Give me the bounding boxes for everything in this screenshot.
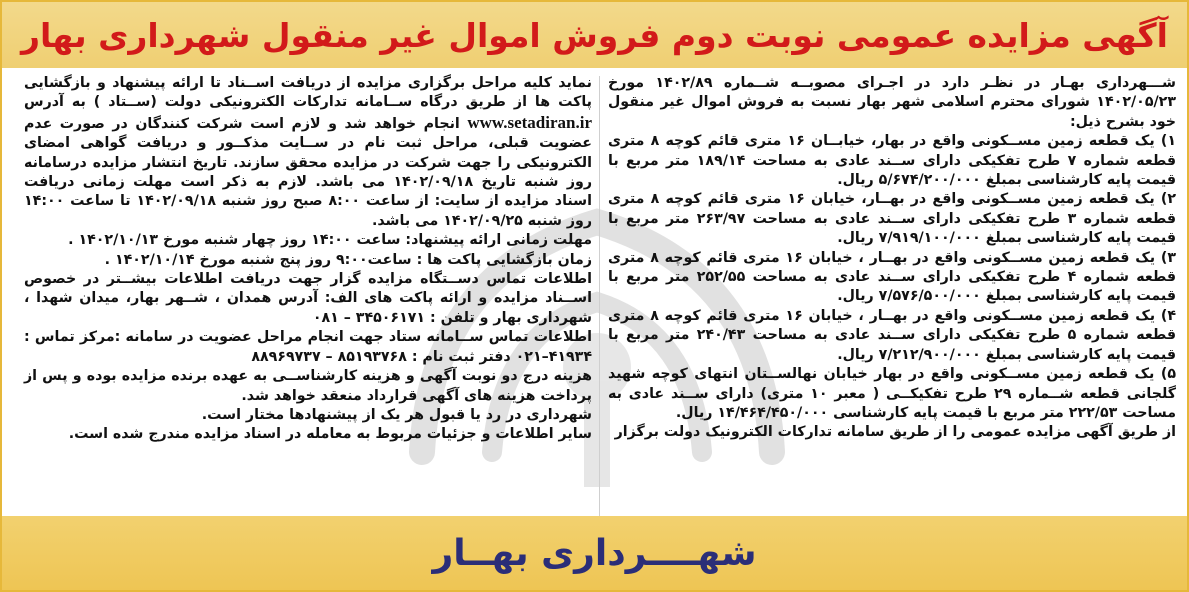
setad-contact-info: اطلاعات تماس ســامانه ستاد جهت انجام مراحل عضویت در سامانه :مرکز تماس : ۴۱۹۳۴–۰۲۱ دفتر ثبت نام : ۸۵۱۹۳۷۶۸ – ۸۸۹۶۹۷۳۷ — [24, 329, 592, 365]
procedure-text-before-url: نماید کلیه مراحل برگزاری مزایده از دریافت اســناد تا ارائه پیشنهاد و بازگشایی پاکت ها از طریق درگاه ســامانه تدارکات الکترونیکی دولت (ســتاد ) به آدرس — [24, 75, 592, 111]
contact-info: اطلاعات تماس دســتگاه مزایده گزار جهت دریافت اطلاعات بیشــتر در خصوص اســناد مزایده و ارائه پاکت های الف: آدرس همدان ، شــهر بهار، میدان شهدا ، شهرداری بهار و تلفن : ۳۴۵۰۶۱۷۱ – ۰۸۱ — [24, 271, 592, 326]
procedure-text-after-url: انجام خواهد شد و لازم است شرکت کنندگان در صورت عدم عضویت قبلی، مراحل ثبت نام در ســایت مذکــور و دریافت گواهی امضای الکترونیکی را جهت شرکت در مزایده محقق سازند. تاریخ انتشار مزایده درسامانه روز شنبه تاریخ ۱۴۰۲/۰۹/۱۸ می باشد. لازم به ذکر است مهلت زمانی دریافت اسناد مزایده از سایت: از ساعت ۸:۰۰ صبح روز شنبه ۱۴۰۲/۰۹/۱۸ تا ساعت ۱۴:۰۰ روز شنبه ۱۴۰۲/۰۹/۲۵ می باشد. — [24, 115, 593, 229]
column-right — [608, 74, 1176, 443]
item-2: ۲) یک قطعه زمین مســکونی واقع در بهــار، خیابان ۱۶ متری قائم کوچه ۸ متری قطعه شماره ۳ طرح تفکیکی دارای ســند عادی به مساحت ۲۶۳/۹۷ متر مربع با قیمت پایه کارشناسی بمبلغ ۷/۹۱۹/۱۰۰/۰۰۰ ریال. — [608, 191, 1177, 247]
item-4: ۴) یک قطعه زمین مســکونی واقع در بهــار ، خیابان ۱۶ متری قائم کوچه ۸ متری قطعه شماره ۵ طرح تفکیکی دارای ســند عادی به مساحت ۲۴۰/۴۳ متر مربع با قیمت پایه کارشناسی بمبلغ ۷/۲۱۲/۹۰۰/۰۰۰ ریال. — [608, 307, 1177, 363]
footer-band — [2, 516, 1187, 590]
setadiran-url: www.setadiran.ir — [467, 112, 592, 132]
column-divider — [599, 76, 600, 516]
item-3: ۳) یک قطعه زمین مســکونی واقع در بهــار ، خیابان ۱۶ متری قائم کوچه ۸ متری قطعه شماره ۴ طرح تفکیکی دارای ســند عادی به مساحت ۲۵۲/۵۵ متر مربع با قیمت پایه کارشناسی بمبلغ ۷/۵۷۶/۵۰۰/۰۰۰ ریال. — [608, 249, 1177, 305]
rights-note: شهرداری در رد یا قبول هر یک از پیشنهادها مختار است. — [201, 406, 592, 423]
procedure-paragraph — [24, 74, 592, 231]
item-5: ۵) یک قطعه زمین مســکونی واقع در بهار خیابان نهالســتان انتهای کوچه شهید گلجانی قطعه شــماره ۲۹ طرح تفکیکــی ( معبر ۱۰ متری) دارای ســند عادی به مساحت ۲۲۲/۵۳ متر مربع با قیمت پایه کارشناسی ۱۴/۴۶۴/۴۵۰/۰۰۰ ریال. — [608, 366, 1176, 421]
footer-signature: شهــــرداری بهــار — [432, 532, 757, 574]
costs-note: هزینه درج دو نوبت آگهی و هزینه کارشناســی به عهده برنده مزایده بوده و پس از پرداخت هزینه های آگهی قرارداد منعقد خواهد شد. — [24, 368, 592, 404]
page-title: آگهی مزایده عمومی نوبت دوم فروش اموال غیر منقول شهرداری بهار — [21, 15, 1168, 55]
intro-paragraph: شـــهرداری بهـار در نظـر دارد در اجـرای مصوبــه شــماره ۱۴۰۲/۸۹ مورخ ۱۴۰۲/۰۵/۲۳ شورای محترم اسلامی شهر بهار نسبت به فروش اموال غیر منقول خود بشرح ذیل: — [608, 75, 1176, 130]
closing-line: از طریق آگهی مزایده عمومی را از طریق سامانه تدارکات الکترونیک دولت برگزار — [614, 424, 1176, 441]
details-note: سایر اطلاعات و جزئیات مربوط به معامله در اسناد مزایده مندرج شده است. — [68, 426, 592, 443]
bid-deadline: مهلت زمانی ارائه پیشنهاد: ساعت ۱۴:۰۰ روز چهار شنبه مورخ ۱۴۰۲/۱۰/۱۳ . — [68, 232, 592, 249]
item-1: ۱) یک قطعه زمین مســکونی واقع در بهار، خیابــان ۱۶ متری قائم کوچه ۸ متری قطعه شماره ۷ طرح تفکیکی دارای ســند عادی به مساحت ۱۸۹/۱۴ متر مربع با قیمت پایه کارشناسی بمبلغ ۵/۶۷۴/۲۰۰/۰۰۰ ریال. — [608, 133, 1177, 189]
title-band — [2, 2, 1187, 68]
column-left — [24, 74, 592, 445]
opening-time: زمان بازگشایی پاکت ها : ساعت۹:۰۰ روز پنج شنبه مورخ ۱۴۰۲/۱۰/۱۴ . — [104, 251, 592, 268]
